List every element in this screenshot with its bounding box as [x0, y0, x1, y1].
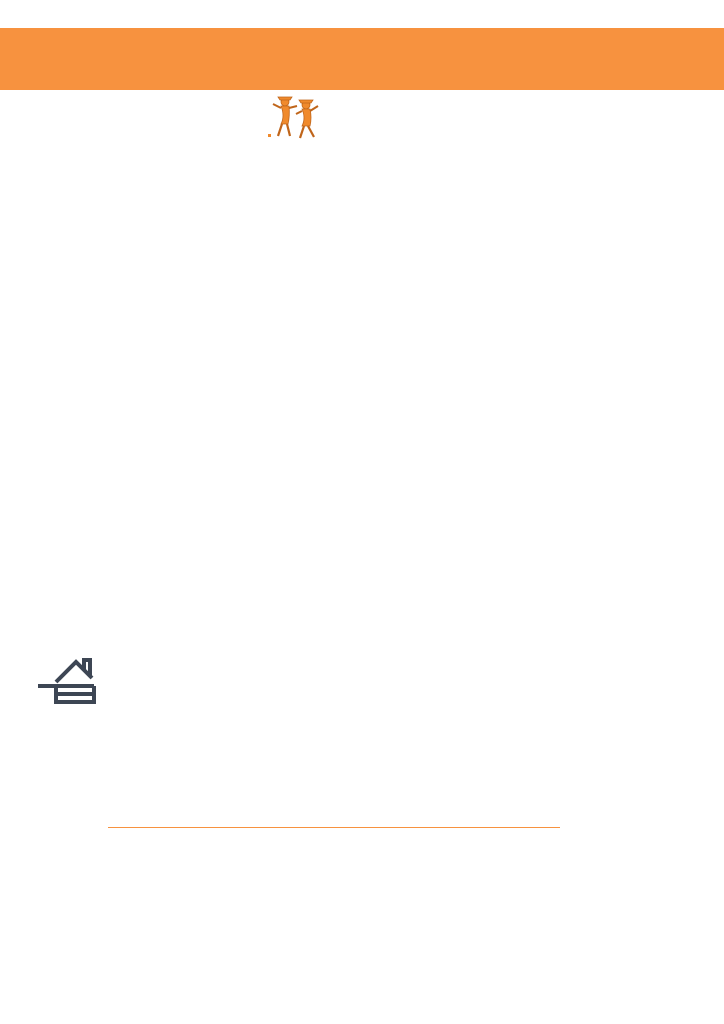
divider — [108, 827, 560, 828]
dancers-icon — [268, 94, 324, 140]
house-logo-icon — [38, 654, 98, 706]
title-banner — [0, 28, 724, 90]
